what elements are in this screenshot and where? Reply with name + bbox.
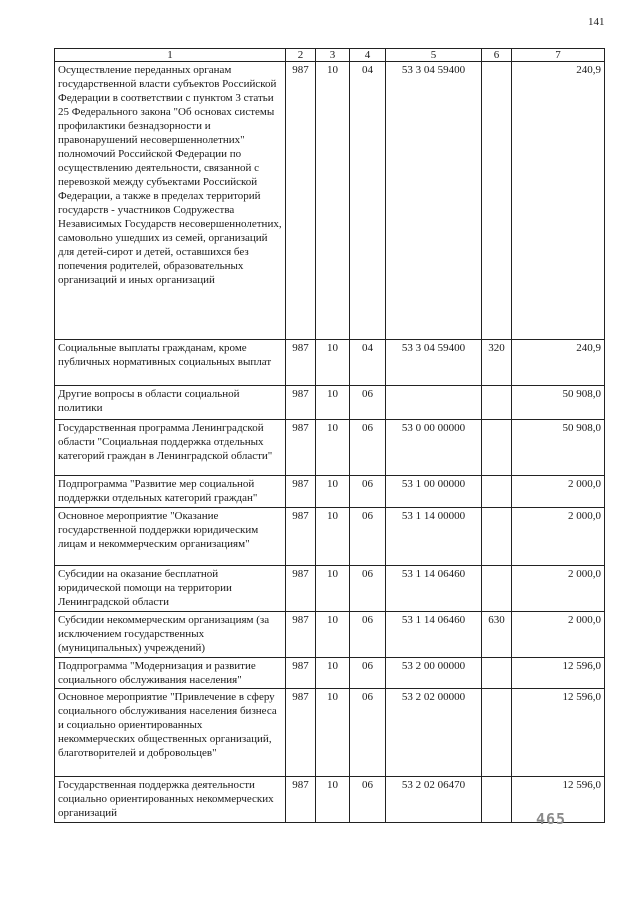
table-row [55,386,605,420]
row-target-article: 53 3 04 59400 [386,62,482,340]
row-amount: 12 596,0 [512,689,605,777]
row-name: Государственная поддержка деятельности социально ориентированных некоммерческих организаций [55,777,286,823]
row-section-code: 10 [316,386,350,420]
row-section-code: 10 [316,476,350,508]
row-section-code: 10 [316,340,350,386]
row-ministry-code: 987 [286,62,316,340]
row-target-article [386,386,482,420]
row-expense-type [482,386,512,420]
row-target-article: 53 1 14 06460 [386,566,482,612]
row-target-article: 53 2 00 00000 [386,658,482,689]
row-expense-type [482,566,512,612]
table-row [55,777,605,823]
row-subsection-code: 06 [350,612,386,658]
row-section-code: 10 [316,689,350,777]
row-target-article: 53 1 14 00000 [386,508,482,566]
row-subsection-code: 04 [350,340,386,386]
table-row [55,689,605,777]
table-row [55,508,605,566]
row-amount: 240,9 [512,340,605,386]
row-name: Основное мероприятие "Оказание государственной поддержки юридическим лицам и некоммерческим организациям" [55,508,286,566]
row-amount: 2 000,0 [512,612,605,658]
row-expense-type [482,777,512,823]
row-ministry-code: 987 [286,566,316,612]
row-amount: 50 908,0 [512,420,605,476]
row-ministry-code: 987 [286,476,316,508]
row-amount: 50 908,0 [512,386,605,420]
budget-table [54,48,605,823]
row-ministry-code: 987 [286,420,316,476]
table-row [55,658,605,689]
row-expense-type [482,689,512,777]
row-section-code: 10 [316,777,350,823]
row-subsection-code: 06 [350,566,386,612]
row-ministry-code: 987 [286,386,316,420]
row-ministry-code: 987 [286,508,316,566]
row-name: Подпрограмма "Развитие мер социальной поддержки отдельных категорий граждан" [55,476,286,508]
column-header-7: 7 [512,49,605,62]
row-ministry-code: 987 [286,612,316,658]
row-section-code: 10 [316,508,350,566]
row-ministry-code: 987 [286,777,316,823]
row-name: Государственная программа Ленинградской области "Социальная поддержка отдельных категорий граждан в Ленинградской области" [55,420,286,476]
column-header-4: 4 [350,49,386,62]
row-amount: 2 000,0 [512,566,605,612]
row-amount: 240,9 [512,62,605,340]
row-target-article: 53 2 02 00000 [386,689,482,777]
row-subsection-code: 06 [350,508,386,566]
row-name: Субсидии некоммерческим организациям (за исключением государственных (муниципальных) учреждений) [55,612,286,658]
table-row [55,340,605,386]
row-section-code: 10 [316,566,350,612]
row-expense-type [482,476,512,508]
column-header-6: 6 [482,49,512,62]
column-header-5: 5 [386,49,482,62]
table-row [55,476,605,508]
row-name: Основное мероприятие "Привлечение в сферу социального обслуживания населения бизнеса и социально ориентированных некоммерческих общественных организаций, благотворителей и добровольцев" [55,689,286,777]
table-row [55,62,605,340]
page-number: 141 [588,16,605,28]
row-target-article: 53 0 00 00000 [386,420,482,476]
row-target-article: 53 2 02 06470 [386,777,482,823]
row-expense-type [482,420,512,476]
row-amount: 12 596,0 [512,777,605,823]
row-name: Другие вопросы в области социальной политики [55,386,286,420]
row-amount: 2 000,0 [512,508,605,566]
row-subsection-code: 06 [350,476,386,508]
row-section-code: 10 [316,658,350,689]
row-subsection-code: 06 [350,777,386,823]
row-target-article: 53 1 00 00000 [386,476,482,508]
column-header-3: 3 [316,49,350,62]
header-row [55,49,605,62]
stamp-number: 465 [536,810,567,828]
row-amount: 2 000,0 [512,476,605,508]
row-section-code: 10 [316,612,350,658]
row-ministry-code: 987 [286,689,316,777]
column-header-1: 1 [55,49,286,62]
table-row [55,612,605,658]
row-expense-type: 630 [482,612,512,658]
row-subsection-code: 06 [350,658,386,689]
row-subsection-code: 06 [350,420,386,476]
row-section-code: 10 [316,420,350,476]
row-target-article: 53 3 04 59400 [386,340,482,386]
row-expense-type [482,508,512,566]
row-expense-type [482,658,512,689]
row-name: Субсидии на оказание бесплатной юридической помощи на территории Ленинградской области [55,566,286,612]
row-ministry-code: 987 [286,658,316,689]
row-section-code: 10 [316,62,350,340]
table-row [55,420,605,476]
row-subsection-code: 06 [350,689,386,777]
column-header-2: 2 [286,49,316,62]
row-subsection-code: 06 [350,386,386,420]
row-subsection-code: 04 [350,62,386,340]
row-amount: 12 596,0 [512,658,605,689]
row-ministry-code: 987 [286,340,316,386]
row-name: Подпрограмма "Модернизация и развитие социального обслуживания населения" [55,658,286,689]
row-expense-type: 320 [482,340,512,386]
row-target-article: 53 1 14 06460 [386,612,482,658]
row-expense-type [482,62,512,340]
row-name: Социальные выплаты гражданам, кроме публичных нормативных социальных выплат [55,340,286,386]
row-name: Осуществление переданных органам государственной власти субъектов Российской Федерации в соответствии с пунктом 3 статьи 25 Федерального закона "Об основах системы профилактики безнадзорности и правонарушений несовершеннолетних" полномочий Российской Федерации по осуществлению деятельности, связанной с перевозкой между субъектами Российской Федерации, а также в пределах территорий государств - участников Содружества Независимых Государств несовершеннолетних, самовольно ушедших из семей, организаций для детей-сирот и детей, оставшихся без попечения родителей, образовательных организаций и иных организаций [55,62,286,340]
table-row [55,566,605,612]
